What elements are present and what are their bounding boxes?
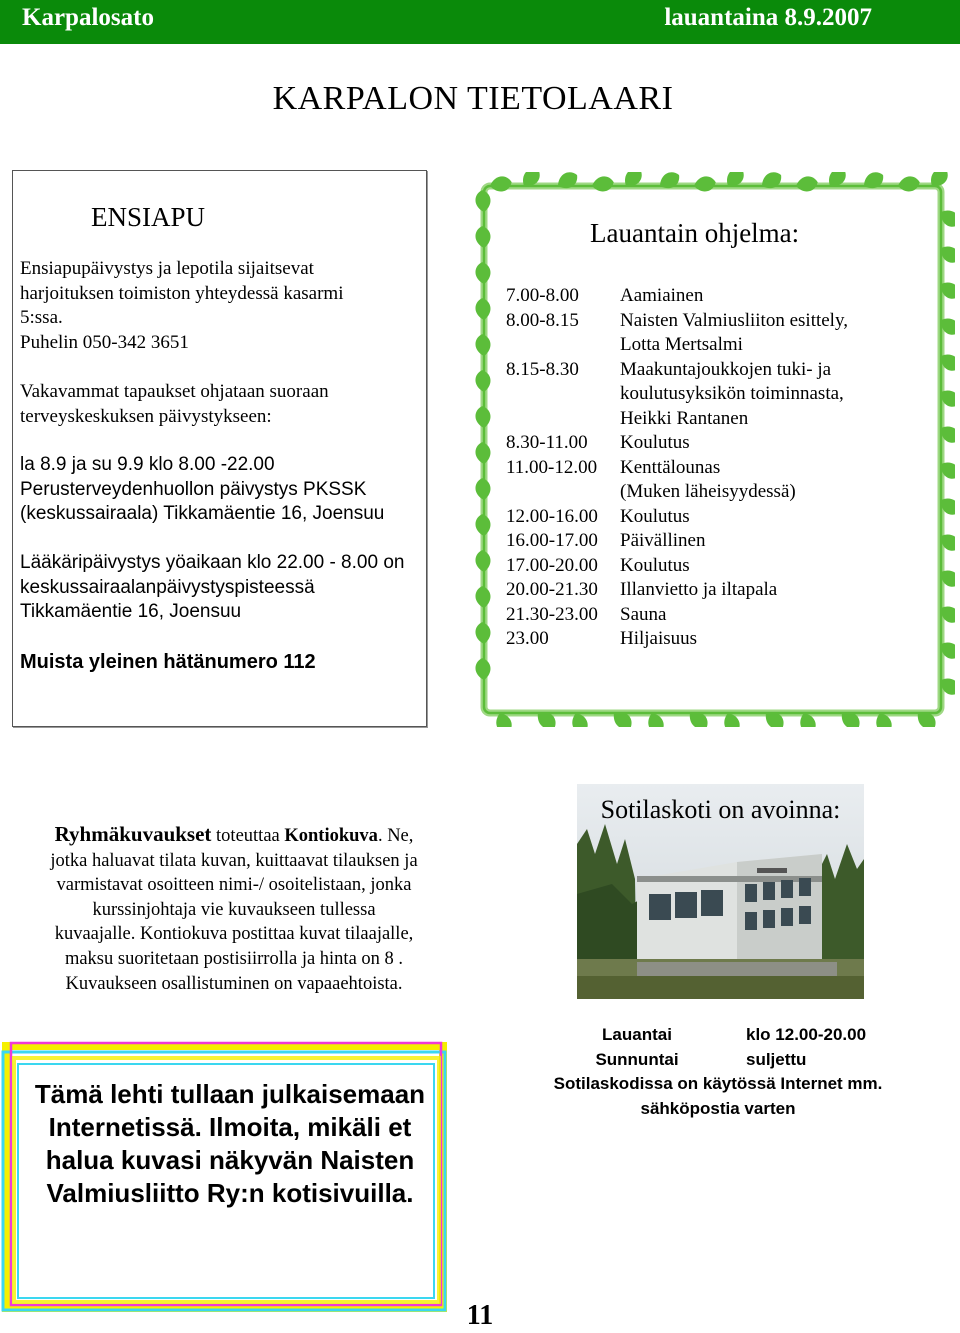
program-time	[506, 382, 620, 407]
sotilaskoti-caption: Sotilaskoti on avoinna:	[600, 795, 841, 824]
notice-line: Valmiusliitto Ry:n kotisivuilla.	[46, 1178, 414, 1208]
program-activity: Sauna	[620, 603, 667, 625]
ensiapu-line: Ensiapupäivystys ja lepotila sijaitsevat	[20, 258, 314, 279]
ensiapu-line: Perusterveydenhuollon päivystys PKSSK	[20, 478, 367, 500]
leaf-icon	[475, 585, 492, 608]
group-photo-text: toteuttaa	[211, 826, 285, 846]
program-row	[506, 407, 848, 432]
emergency-number: Muista yleinen hätänumero 112	[20, 651, 316, 673]
leaf-icon	[475, 405, 492, 428]
program-time: 8.30-11.00	[506, 432, 588, 453]
leaf-icon	[475, 369, 492, 392]
leaf-icon	[795, 175, 819, 194]
ensiapu-p4	[20, 551, 404, 625]
program-time: 8.00-8.15	[506, 309, 579, 331]
program-row	[506, 505, 848, 530]
program-row	[506, 480, 848, 505]
program-row	[506, 529, 848, 554]
program-time: 8.15-8.30	[506, 358, 579, 380]
page-title: KARPALON TIETOLAARI	[272, 80, 674, 117]
program-time: 12.00-16.00	[506, 505, 598, 527]
hours-row-saturday	[528, 1023, 928, 1048]
program-row	[506, 627, 848, 652]
leaf-icon	[475, 477, 492, 500]
program-activity: Naisten Valmiusliiton esittely,	[620, 309, 848, 331]
program-row	[506, 431, 848, 456]
program-time: 20.00-21.30	[506, 579, 598, 600]
ensiapu-p2	[20, 380, 329, 429]
program-activity: Koulutus	[620, 505, 690, 527]
leaf-icon	[475, 333, 492, 356]
page-number: 11	[466, 1300, 494, 1331]
internet-note: sähköpostia varten	[640, 1098, 796, 1118]
ensiapu-line: Lääkäripäivystys yöaikaan klo 22.00 - 8.00 on	[20, 552, 405, 573]
program-table	[506, 284, 848, 652]
program-row	[506, 456, 848, 481]
day-label: Lauantai	[602, 1025, 672, 1044]
opening-hours	[528, 1023, 928, 1121]
group-photo-line: jotka haluavat tilata kuvan, kuittaavat tilauksen ja	[50, 850, 418, 871]
program-row	[506, 309, 848, 334]
hours-row-sunday	[528, 1048, 928, 1073]
program-row	[506, 382, 848, 407]
leaf-icon	[475, 441, 492, 464]
program-activity: Kenttälounas	[620, 456, 721, 478]
leaf-icon	[475, 189, 492, 212]
company-name: Kontiokuva	[284, 826, 378, 846]
group-photo-line: maksu suoritetaan postisiirrolla ja hinta on 8 .	[64, 948, 404, 969]
program-time: 7.00-8.00	[506, 285, 579, 306]
program-time	[506, 480, 620, 505]
program-time: 23.00	[506, 628, 549, 649]
group-photo-line: Kuvaukseen osallistuminen on vapaaehtoista.	[65, 973, 403, 994]
ensiapu-line: la 8.9 ja su 9.9 klo 8.00 -22.00	[20, 454, 275, 475]
ensiapu-line: 5:ssa.	[20, 307, 63, 328]
day-label: Sunnuntai	[595, 1049, 679, 1069]
program-activity: Aamiainen	[620, 285, 704, 306]
program-activity: Päivällinen	[620, 530, 706, 551]
program-activity: Maakuntajoukkojen tuki- ja	[620, 358, 832, 380]
program-activity: koulutusyksikön toiminnasta,	[620, 383, 844, 404]
program-activity: Illanvietto ja iltapala	[620, 579, 778, 600]
program-activity: Hiljaisuus	[620, 628, 698, 649]
ensiapu-title: ENSIAPU	[90, 202, 205, 232]
notice-line: halua kuvasi näkyvän Naisten	[45, 1145, 415, 1175]
ensiapu-line: Tikkamäentie 16, Joensuu	[20, 601, 242, 622]
leaf-icon	[475, 297, 492, 320]
leaf-icon	[489, 175, 513, 194]
leaf-icon	[897, 175, 921, 194]
program-time: 11.00-12.00	[506, 456, 598, 478]
ensiapu-line: harjoituksen toimiston yhteydessä kasarmi	[20, 282, 344, 304]
program-row	[506, 284, 848, 309]
program-time: 17.00-20.00	[506, 554, 598, 576]
publication-date: lauantaina 8.9.2007	[664, 4, 872, 31]
group-photo-info	[20, 822, 448, 996]
program-activity: Lotta Mertsalmi	[620, 334, 743, 355]
notice-line: Internetissä. Ilmoita, mikäli et	[48, 1112, 412, 1142]
leaf-icon	[693, 175, 717, 194]
hours-value: suljettu	[746, 1049, 807, 1069]
program-activity: Heikki Rantanen	[620, 407, 749, 429]
leaf-icon	[475, 261, 492, 284]
program-time	[506, 407, 620, 432]
program-activity: Koulutus	[620, 432, 690, 453]
ensiapu-line: Vakavammat tapaukset ohjataan suoraan	[20, 381, 329, 402]
program-row	[506, 554, 848, 579]
program-activity: Koulutus	[620, 554, 690, 576]
ensiapu-p1	[20, 257, 343, 355]
leaf-icon	[475, 549, 492, 572]
ensiapu-p3	[20, 453, 384, 527]
leaf-icon	[475, 513, 492, 536]
program-activity: (Muken läheisyydessä)	[620, 481, 796, 502]
program-time: 21.30-23.00	[506, 603, 598, 625]
publication-name: Karpalosato	[22, 4, 154, 31]
group-photo-line: varmistavat osoitteen nimi-/ osoitelistaan, jonka	[56, 875, 412, 896]
ensiapu-line: terveyskeskuksen päivystykseen:	[20, 405, 272, 427]
group-photo-line: kurssinjohtaja vie kuvaukseen tullessa	[92, 899, 376, 920]
program-row	[506, 578, 848, 603]
program-row	[506, 358, 848, 383]
ensiapu-phone: Puhelin 050-342 3651	[20, 331, 189, 353]
ensiapu-line: keskussairaalanpäivystyspisteessä	[20, 576, 315, 598]
ensiapu-line: (keskussairaala) Tikkamäentie 16, Joensuu	[20, 503, 385, 524]
program-time: 16.00-17.00	[506, 530, 598, 551]
ensiapu-box	[12, 170, 427, 727]
group-photo-text: . Ne,	[377, 826, 414, 846]
notice-line: Tämä lehti tullaan julkaisemaan	[34, 1079, 426, 1109]
program-row	[506, 333, 848, 358]
group-photo-lead	[20, 822, 448, 849]
program-row	[506, 603, 848, 628]
internet-note: Sotilaskodissa on käytössä Internet mm.	[553, 1074, 883, 1094]
program-time	[506, 333, 620, 358]
group-photo-heading: Ryhmäkuvaukset	[54, 822, 212, 846]
leaf-icon	[475, 657, 492, 680]
leaf-icon	[475, 621, 492, 644]
internet-publication-notice	[30, 1078, 430, 1210]
group-photo-line: kuvaajalle. Kontiokuva postittaa kuvat tilaajalle,	[54, 924, 414, 945]
leaf-icon	[591, 175, 615, 194]
program-title: Lauantain ohjelma:	[590, 218, 800, 248]
hours-value: klo 12.00-20.00	[746, 1025, 867, 1044]
